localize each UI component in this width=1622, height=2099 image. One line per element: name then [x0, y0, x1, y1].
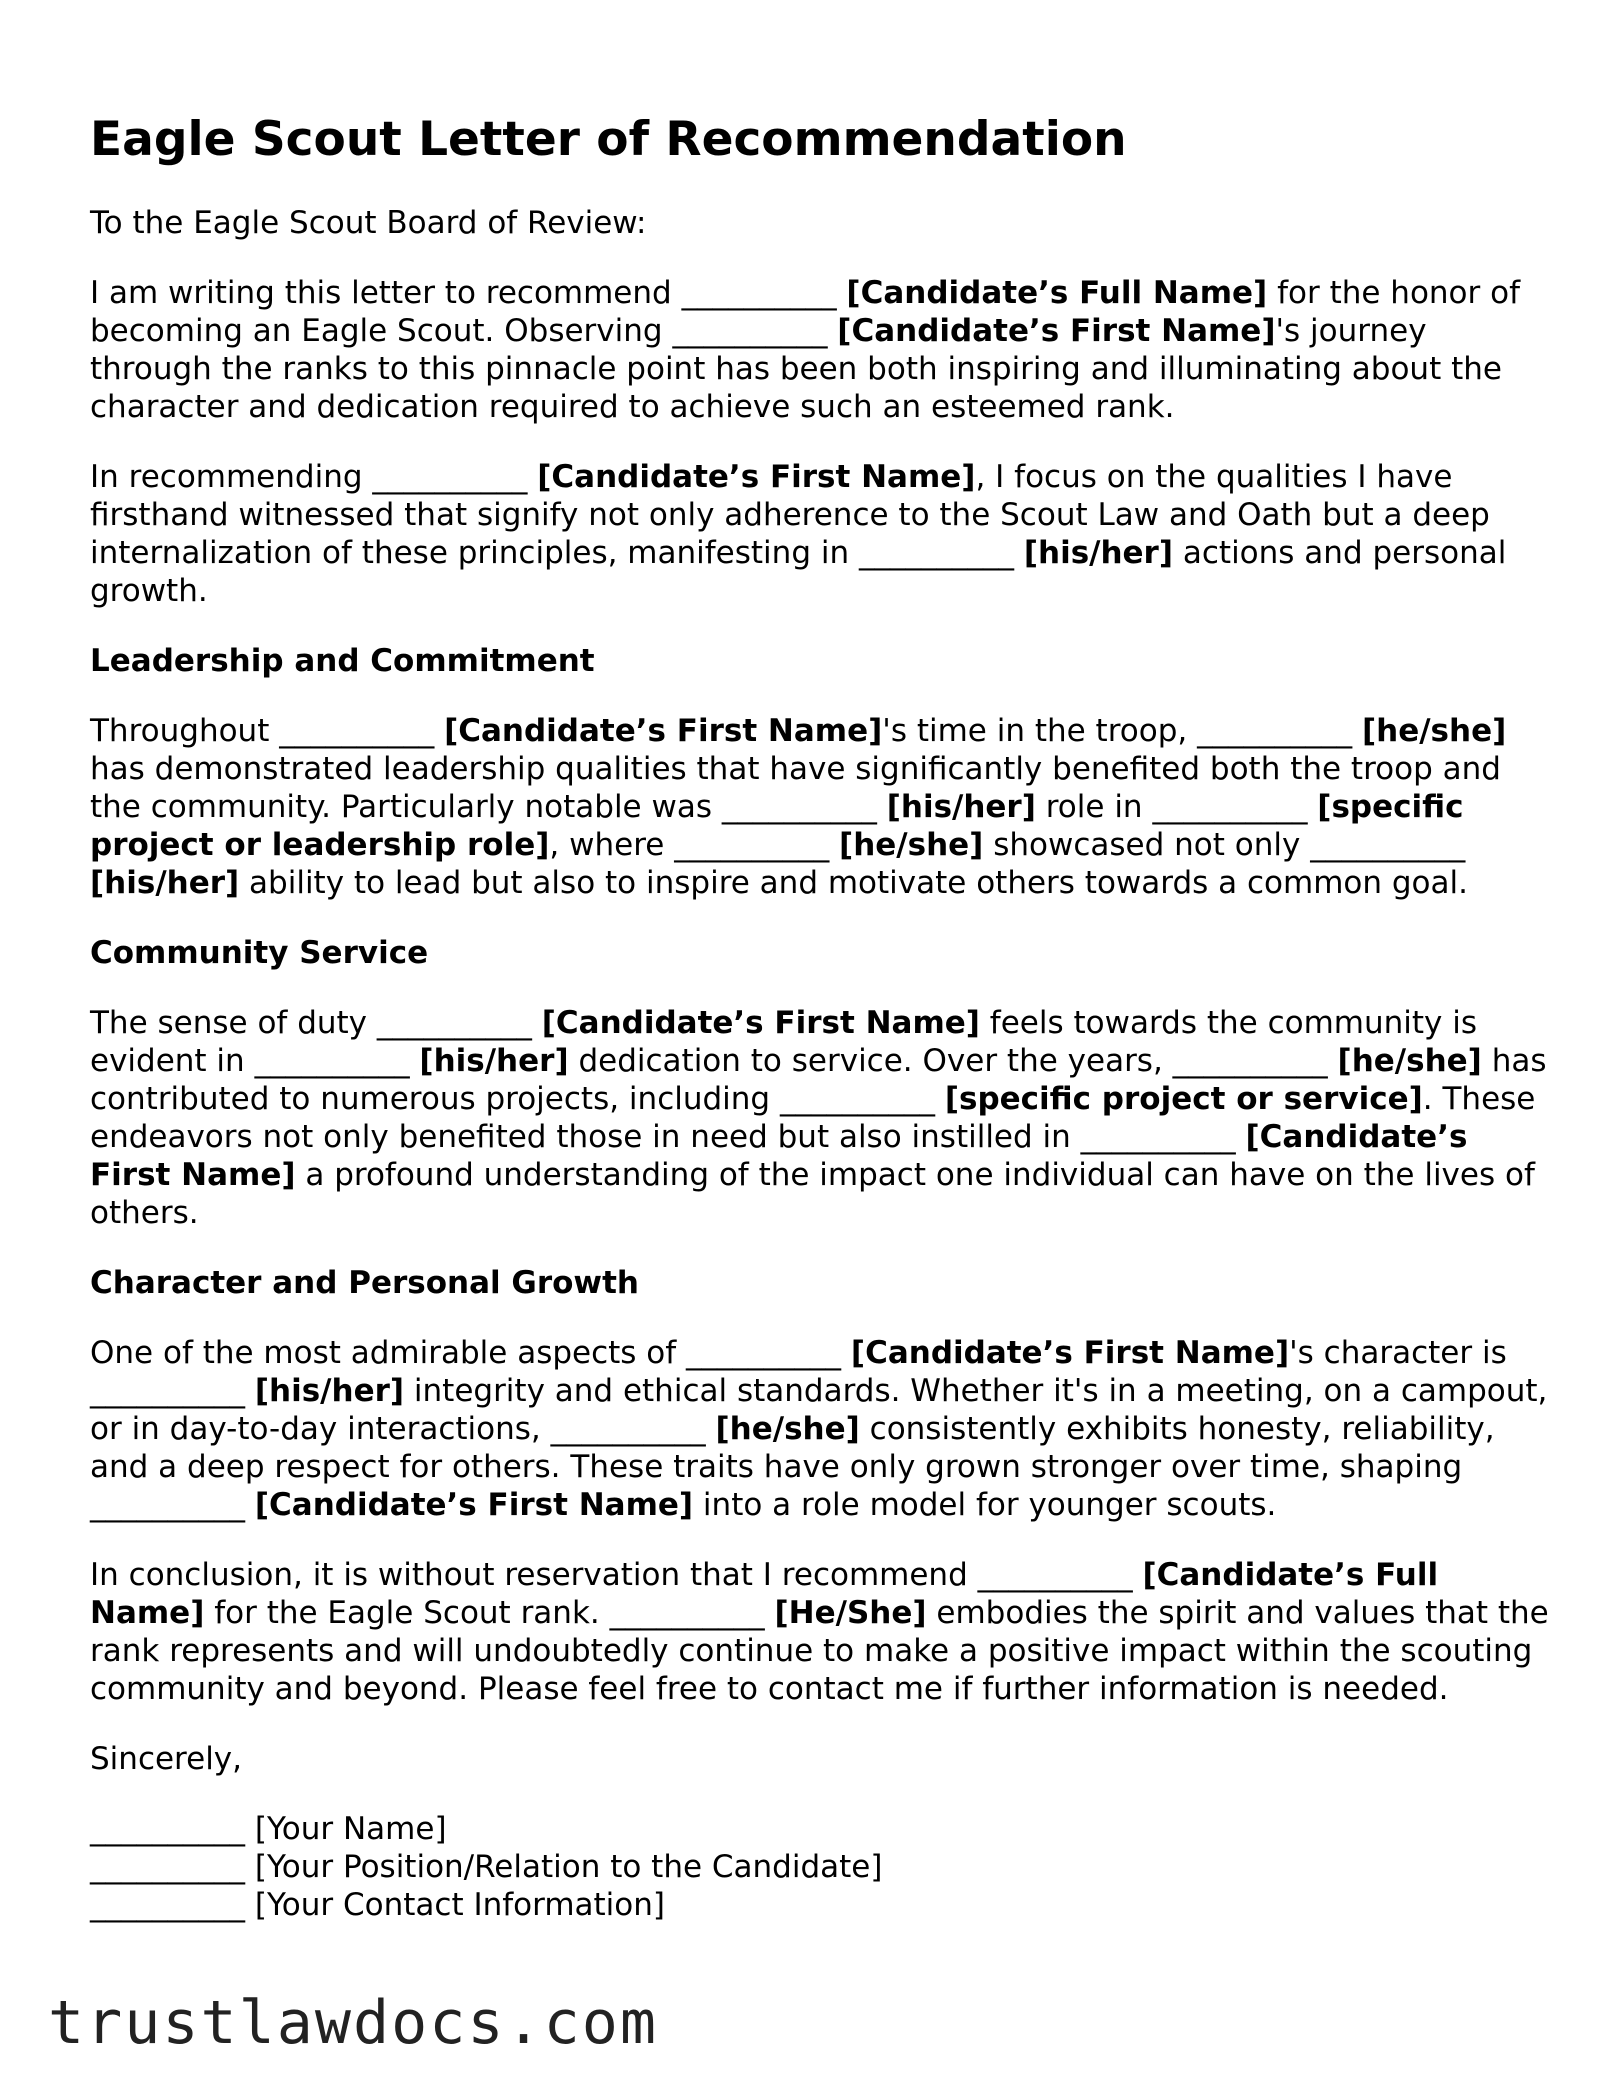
text: I am writing this letter to recommend: [90, 275, 682, 311]
closing: Sincerely,: [90, 1741, 243, 1777]
paragraph-recommending: [90, 458, 1550, 610]
blank-line: __________: [1197, 713, 1353, 749]
text: In recommending: [90, 459, 373, 495]
placeholder-field: [his/her]: [886, 789, 1036, 825]
placeholder-field: [Candidate’s First Name]: [90, 1119, 1468, 1193]
blank-line: __________: [279, 713, 435, 749]
text: , I focus on the qualities I have firsthand witnessed that signify not only adherence to the Scout Law and Oath but a deep internalization of these principles, manifesting in: [90, 459, 1490, 571]
blank-line: __________: [1152, 789, 1308, 825]
blank-line: __________: [376, 1005, 532, 1041]
blank-line: __________: [1310, 827, 1466, 863]
page-title: Eagle Scout Letter of Recommendation: [90, 112, 1127, 167]
section-heading-leadership: Leadership and Commitment: [90, 643, 595, 679]
paragraph-character: [90, 1334, 1550, 1524]
text: ability to lead but also to inspire and motivate others towards a common goal.: [239, 865, 1468, 901]
placeholder-field: [specific project or leadership role]: [90, 789, 1464, 863]
placeholder-field: [he/she]: [715, 1411, 860, 1447]
blank-line: __________: [672, 313, 828, 349]
blank-line: __________: [779, 1081, 935, 1117]
text: a profound understanding of the impact one individual can have on the lives of others.: [90, 1157, 1535, 1231]
paragraph-leadership: [90, 712, 1550, 902]
text: . These endeavors not only benefited those in need but also instilled in: [90, 1081, 1536, 1155]
paragraph-intro: [90, 274, 1550, 426]
signature-position: [Your Position/Relation to the Candidate]: [254, 1849, 883, 1885]
salutation: To the Eagle Scout Board of Review:: [90, 205, 647, 241]
text: 's character is: [1289, 1335, 1507, 1371]
text: , where: [549, 827, 675, 863]
placeholder-field: [Candidate’s First Name]: [444, 713, 883, 749]
section-heading-character: Character and Personal Growth: [90, 1265, 639, 1301]
text: showcased not only: [983, 827, 1311, 863]
text: feels towards the community is evident in: [90, 1005, 1477, 1079]
text: consistently exhibits honesty, reliability, and a deep respect for others. These traits have only grown stronger over time, shaping: [90, 1411, 1495, 1485]
text: role in: [1035, 789, 1153, 825]
blank-line: __________: [609, 1595, 765, 1631]
text: One of the most admirable aspects of: [90, 1335, 687, 1371]
text: 's time in the troop,: [882, 713, 1198, 749]
signature-contact: [Your Contact Information]: [254, 1887, 665, 1923]
text: for the honor of becoming an Eagle Scout. Observing: [90, 275, 1521, 349]
text: for the Eagle Scout rank.: [204, 1595, 610, 1631]
blank-line: __________: [686, 1335, 842, 1371]
blank-line: __________: [681, 275, 837, 311]
placeholder-field: [Candidate’s First Name]: [837, 313, 1276, 349]
signature-name-line: [90, 1810, 1550, 1848]
placeholder-field: [he/she]: [1337, 1043, 1482, 1079]
text: In conclusion, it is without reservation that I recommend: [90, 1557, 978, 1593]
blank-line: __________: [90, 1373, 245, 1409]
blank-line: __________: [721, 789, 877, 825]
watermark: trustlawdocs.com: [48, 1988, 658, 2058]
text: has demonstrated leadership qualities that have significantly benefited both the troop and the community. Particularly notable was: [90, 751, 1501, 825]
text: Throughout: [90, 713, 280, 749]
text: dedication to service. Over the years,: [568, 1043, 1173, 1079]
placeholder-field: [Candidate’s First Name]: [850, 1335, 1290, 1371]
placeholder-field: [specific project or service]: [944, 1081, 1423, 1117]
placeholder-field: [He/She]: [774, 1595, 927, 1631]
section-heading-service: Community Service: [90, 935, 429, 971]
blank-line: __________: [90, 1487, 245, 1523]
placeholder-field: [his/her]: [1023, 535, 1174, 571]
blank-line: __________: [90, 1849, 245, 1885]
placeholder-field: [his/her]: [419, 1043, 569, 1079]
blank-line: __________: [977, 1557, 1133, 1593]
signature-name: [Your Name]: [254, 1811, 447, 1847]
paragraph-service: [90, 1004, 1550, 1232]
blank-line: __________: [90, 1887, 245, 1923]
placeholder-field: [Candidate’s First Name]: [537, 459, 976, 495]
placeholder-field: [his/her]: [90, 865, 240, 901]
text: actions and personal growth.: [90, 535, 1507, 609]
blank-line: __________: [1172, 1043, 1328, 1079]
text: 's journey through the ranks to this pinnacle point has been both inspiring and illuminating about the character and dedication required to achieve such an esteemed rank.: [90, 313, 1502, 425]
blank-line: __________: [372, 459, 528, 495]
text: has contributed to numerous projects, including: [90, 1043, 1547, 1117]
text: embodies the spirit and values that the rank represents and will undoubtedly continue to make a positive impact within the scouting community and beyond. Please feel free to contact me if further information is needed.: [90, 1595, 1549, 1707]
placeholder-field: [Candidate’s First Name]: [541, 1005, 980, 1041]
blank-line: __________: [550, 1411, 706, 1447]
blank-line: __________: [858, 535, 1014, 571]
letter-document: [90, 108, 1550, 1924]
placeholder-field: [his/her]: [254, 1373, 405, 1409]
signature-contact-line: [90, 1886, 1550, 1924]
text: The sense of duty: [90, 1005, 377, 1041]
signature-position-line: [90, 1848, 1550, 1886]
placeholder-field: [Candidate’s Full Name]: [846, 275, 1268, 311]
paragraph-conclusion: [90, 1556, 1550, 1708]
text: into a role model for younger scouts.: [693, 1487, 1277, 1523]
placeholder-field: [Candidate’s First Name]: [254, 1487, 694, 1523]
blank-line: __________: [254, 1043, 410, 1079]
signature-block: [90, 1810, 1550, 1924]
text: integrity and ethical standards. Whether it's in a meeting, on a campout, or in day-to-day interactions,: [90, 1373, 1548, 1447]
placeholder-field: [Candidate’s Full Name]: [90, 1557, 1439, 1631]
blank-line: __________: [90, 1811, 245, 1847]
placeholder-field: [he/she]: [1361, 713, 1507, 749]
blank-line: __________: [1080, 1119, 1236, 1155]
blank-line: __________: [674, 827, 830, 863]
placeholder-field: [he/she]: [839, 827, 984, 863]
